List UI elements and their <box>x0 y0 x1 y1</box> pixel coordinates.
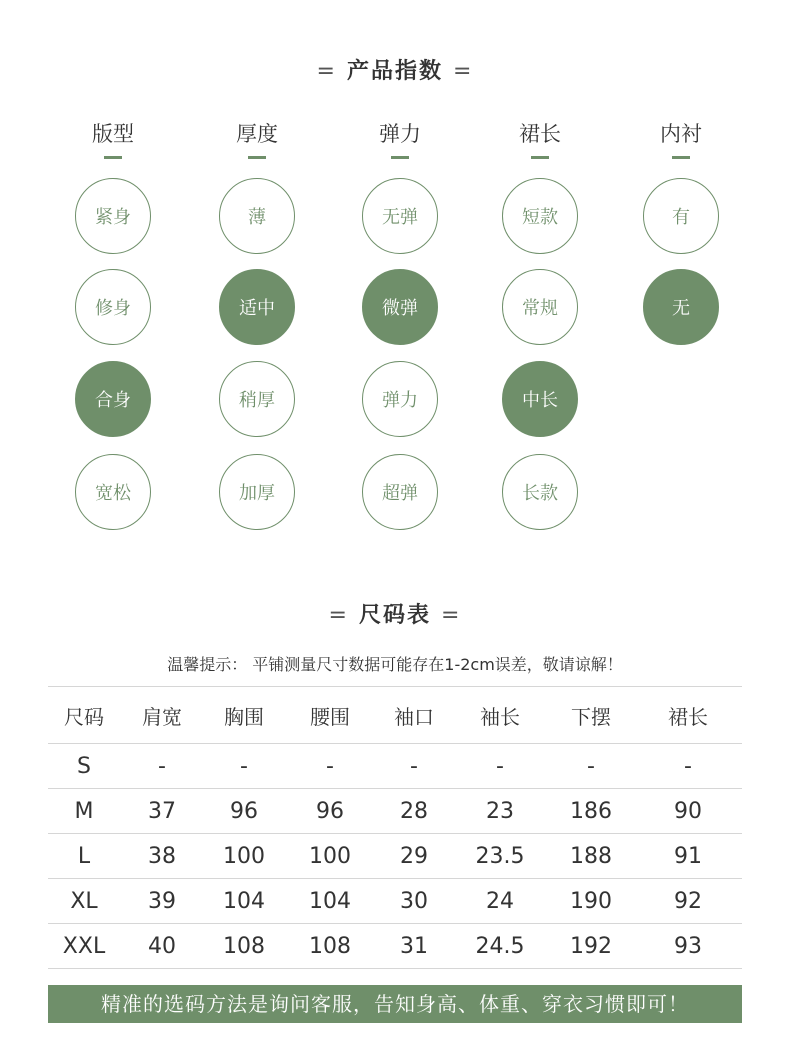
option-circle: 无 <box>643 269 719 345</box>
title-deco-right: = <box>453 59 474 84</box>
table-cell: XXL <box>48 924 120 969</box>
title-deco-left: = <box>316 59 337 84</box>
table-cell: 93 <box>634 924 742 969</box>
header-cell: 腰围 <box>284 687 376 744</box>
option-circle: 有 <box>643 178 719 254</box>
table-cell: - <box>284 744 376 789</box>
table-cell: 96 <box>284 789 376 834</box>
column-underline <box>672 156 690 159</box>
option-circle: 超弹 <box>362 454 438 530</box>
table-cell: 37 <box>120 789 204 834</box>
measurement-tip: 温馨提示： 平铺测量尺寸数据可能存在1-2cm误差，敬请谅解！ <box>167 655 623 674</box>
column-header: 弹力 <box>379 122 421 146</box>
header-cell: 肩宽 <box>120 687 204 744</box>
table-cell: 92 <box>634 879 742 924</box>
size-table <box>48 686 742 969</box>
table-cell: - <box>634 744 742 789</box>
option-circle: 紧身 <box>75 178 151 254</box>
table-cell: - <box>204 744 284 789</box>
option-circle: 加厚 <box>219 454 295 530</box>
table-cell: 91 <box>634 834 742 879</box>
option-circle: 弹力 <box>362 361 438 437</box>
option-circle: 修身 <box>75 269 151 345</box>
column-underline <box>248 156 266 159</box>
table-cell: 188 <box>548 834 634 879</box>
table-cell: 192 <box>548 924 634 969</box>
title-deco-right: = <box>441 603 462 628</box>
table-row <box>48 789 742 834</box>
option-circle: 适中 <box>219 269 295 345</box>
table-cell: 104 <box>284 879 376 924</box>
table-row <box>48 744 742 789</box>
table-cell: - <box>376 744 452 789</box>
table-cell: - <box>120 744 204 789</box>
column-underline <box>531 156 549 159</box>
table-cell: XL <box>48 879 120 924</box>
column-underline <box>391 156 409 159</box>
product-index-title-text: 产品指数 <box>346 59 443 84</box>
option-circle: 短款 <box>502 178 578 254</box>
column-header: 厚度 <box>236 122 278 146</box>
option-circle: 稍厚 <box>219 361 295 437</box>
table-cell: 23.5 <box>452 834 548 879</box>
table-cell: 108 <box>204 924 284 969</box>
table-cell: L <box>48 834 120 879</box>
table-cell: 90 <box>634 789 742 834</box>
index-column-thickness <box>202 120 312 159</box>
option-circle: 宽松 <box>75 454 151 530</box>
header-cell: 袖口 <box>376 687 452 744</box>
table-cell: M <box>48 789 120 834</box>
table-cell: 24.5 <box>452 924 548 969</box>
table-cell: 190 <box>548 879 634 924</box>
table-header-row <box>48 687 742 744</box>
header-cell: 尺码 <box>48 687 120 744</box>
option-circle: 常规 <box>502 269 578 345</box>
option-circle: 中长 <box>502 361 578 437</box>
table-cell: 23 <box>452 789 548 834</box>
table-cell: 100 <box>284 834 376 879</box>
index-column-lining <box>626 120 736 159</box>
table-row <box>48 879 742 924</box>
column-header: 裙长 <box>519 122 561 146</box>
option-circle: 薄 <box>219 178 295 254</box>
size-chart-title <box>0 598 790 629</box>
option-circle: 长款 <box>502 454 578 530</box>
product-index-title <box>0 54 790 85</box>
table-cell: - <box>548 744 634 789</box>
column-header: 版型 <box>92 122 134 146</box>
table-cell: 31 <box>376 924 452 969</box>
title-deco-left: = <box>328 603 349 628</box>
table-cell: 29 <box>376 834 452 879</box>
index-column-fit <box>58 120 168 159</box>
table-cell: 38 <box>120 834 204 879</box>
option-circle: 无弹 <box>362 178 438 254</box>
table-cell: 186 <box>548 789 634 834</box>
table-cell: 96 <box>204 789 284 834</box>
table-cell: - <box>452 744 548 789</box>
header-cell: 下摆 <box>548 687 634 744</box>
table-cell: S <box>48 744 120 789</box>
table-cell: 100 <box>204 834 284 879</box>
column-header: 内衬 <box>660 122 702 146</box>
option-circle: 合身 <box>75 361 151 437</box>
table-cell: 30 <box>376 879 452 924</box>
header-cell: 胸围 <box>204 687 284 744</box>
table-cell: 40 <box>120 924 204 969</box>
table-cell: 39 <box>120 879 204 924</box>
index-column-skirt-length <box>485 120 595 159</box>
sizing-advice-banner: 精准的选码方法是询问客服，告知身高、体重、穿衣习惯即可！ <box>48 985 742 1023</box>
table-cell: 28 <box>376 789 452 834</box>
table-cell: 108 <box>284 924 376 969</box>
header-cell: 袖长 <box>452 687 548 744</box>
table-cell: 24 <box>452 879 548 924</box>
column-underline <box>104 156 122 159</box>
index-column-elasticity <box>345 120 455 159</box>
table-row <box>48 834 742 879</box>
table-cell: 104 <box>204 879 284 924</box>
size-chart-title-text: 尺码表 <box>358 603 431 628</box>
table-row <box>48 924 742 969</box>
option-circle: 微弹 <box>362 269 438 345</box>
header-cell: 裙长 <box>634 687 742 744</box>
